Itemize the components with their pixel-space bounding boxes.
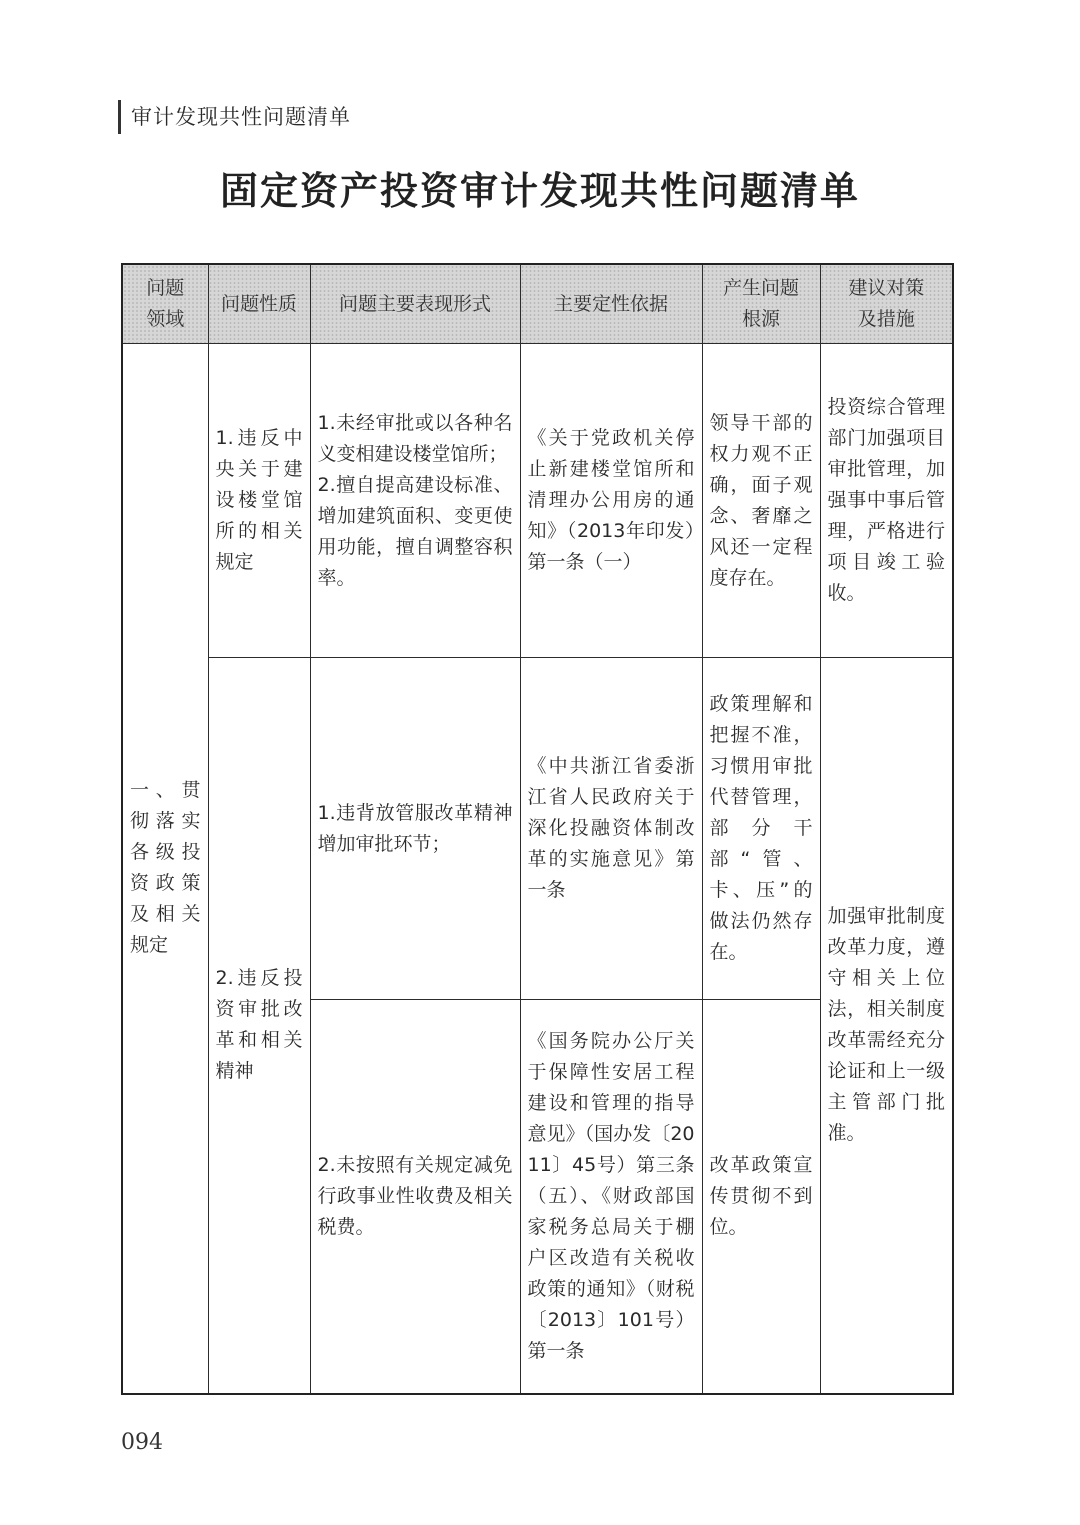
header-cause-line1: 产生问题 bbox=[722, 277, 799, 299]
area-cell: 一、贯彻落实各级投资政策及相关规定 bbox=[122, 344, 208, 1394]
cause-cell-1: 领导干部的权力观不正确，面子观念、奢靡之风还一定程度存在。 bbox=[702, 344, 820, 658]
forms-cell-1: 1.未经审批或以各种名义变相建设楼堂馆所； 2.擅自提高建设标准、增加建筑面积、变更使用功能，擅自调整容积率。 bbox=[310, 344, 520, 658]
nature-cell-2: 2.违反投资审批改革和相关精神 bbox=[208, 658, 310, 1394]
page-title: 固定资产投资审计发现共性问题清单 bbox=[219, 169, 860, 213]
header-measures-line2: 及措施 bbox=[857, 308, 915, 330]
basis-cell-1: 《关于党政机关停止新建楼堂馆所和清理办公用房的通知》（2013年印发）第一条（一） bbox=[520, 344, 702, 658]
running-head: 审计发现共性问题清单 bbox=[118, 100, 351, 134]
table-row bbox=[122, 344, 953, 658]
forms-cell-2a: 1.违背放管服改革精神增加审批环节； bbox=[310, 658, 520, 1000]
header-basis: 主要定性依据 bbox=[520, 264, 702, 344]
page-number: 094 bbox=[121, 1430, 163, 1455]
forms-cell-2b: 2.未按照有关规定减免行政事业性收费及相关税费。 bbox=[310, 1000, 520, 1394]
header-area-line1: 问题 bbox=[146, 277, 185, 299]
nature-cell-1: 1.违反中央关于建设楼堂馆所的相关规定 bbox=[208, 344, 310, 658]
measures-cell-1: 投资综合管理部门加强项目审批管理，加强事中事后管理，严格进行项目竣工验收。 bbox=[820, 344, 953, 658]
header-area bbox=[122, 264, 208, 344]
measures-cell-2: 加强审批制度改革力度，遵守相关上位法，相关制度改革需经充分论证和上一级主管部门批准。 bbox=[820, 658, 953, 1394]
table-header-row bbox=[122, 264, 953, 344]
header-measures-line1: 建议对策 bbox=[848, 277, 925, 299]
header-cause-line2: 根源 bbox=[741, 308, 780, 330]
issues-table bbox=[121, 263, 954, 1395]
cause-cell-2a: 政策理解和把握不准，习惯用审批代替管理，部分干部“管、卡、压”的做法仍然存在。 bbox=[702, 658, 820, 1000]
header-measures bbox=[820, 264, 953, 344]
basis-cell-2b: 《国务院办公厅关于保障性安居工程建设和管理的指导意见》（国办发〔2011〕45号）第三条（五）、《财政部国家税务总局关于棚户区改造有关税收政策的通知》（财税〔2013〕101号）第一条 bbox=[520, 1000, 702, 1394]
header-area-line2: 领域 bbox=[146, 308, 185, 330]
header-nature: 问题性质 bbox=[208, 264, 310, 344]
header-cause bbox=[702, 264, 820, 344]
header-forms: 问题主要表现形式 bbox=[310, 264, 520, 344]
basis-cell-2a: 《中共浙江省委浙江省人民政府关于深化投融资体制改革的实施意见》第一条 bbox=[520, 658, 702, 1000]
cause-cell-2b: 改革政策宣传贯彻不到位。 bbox=[702, 1000, 820, 1394]
table-row bbox=[122, 658, 953, 1000]
